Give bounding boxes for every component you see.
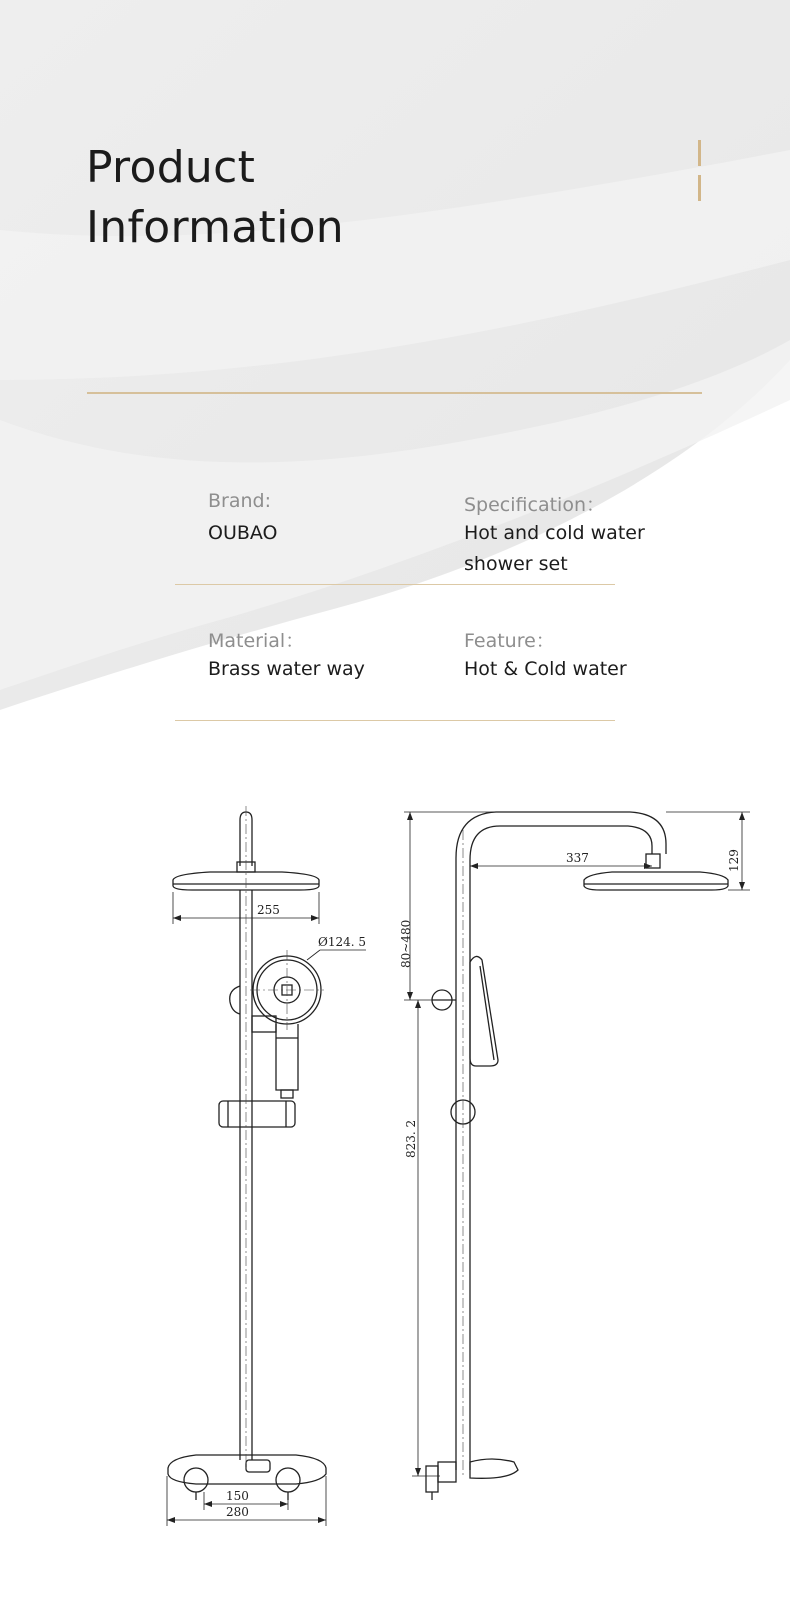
brand-value: OUBAO (208, 522, 278, 544)
page-title-line1: Product (86, 142, 256, 193)
dim-handshower-diameter: Ø124. 5 (318, 935, 367, 949)
feature-value: Hot & Cold water (464, 658, 627, 680)
table-row-divider (175, 584, 615, 585)
specification-label: Specification： (464, 494, 605, 516)
shower-technical-drawing (0, 790, 790, 1550)
material-value: Brass water way (208, 658, 365, 680)
accent-bar-bottom (698, 175, 701, 201)
dim-head-drop: 129 (727, 849, 741, 872)
dim-valve-spacing: 150 (226, 1489, 249, 1503)
brand-label: Brand: (208, 490, 271, 512)
page-title (86, 138, 344, 258)
dim-riser-height: 823. 2 (404, 1119, 418, 1158)
page-title-line2: Information (86, 202, 344, 253)
specification-value-line2: shower set (464, 553, 568, 575)
accent-bar-top (698, 140, 701, 166)
specification-value-line1: Hot and cold water (464, 522, 645, 544)
material-label: Material： (208, 630, 305, 652)
dim-head-width: 255 (257, 903, 280, 917)
section-divider (87, 392, 702, 394)
dim-height-adjust: 80~480 (399, 919, 413, 968)
dim-valve-width: 280 (226, 1505, 249, 1519)
background-fabric (0, 0, 790, 760)
table-bottom-divider (175, 720, 615, 721)
feature-label: Feature： (464, 630, 555, 652)
dim-arm-reach: 337 (566, 851, 589, 865)
